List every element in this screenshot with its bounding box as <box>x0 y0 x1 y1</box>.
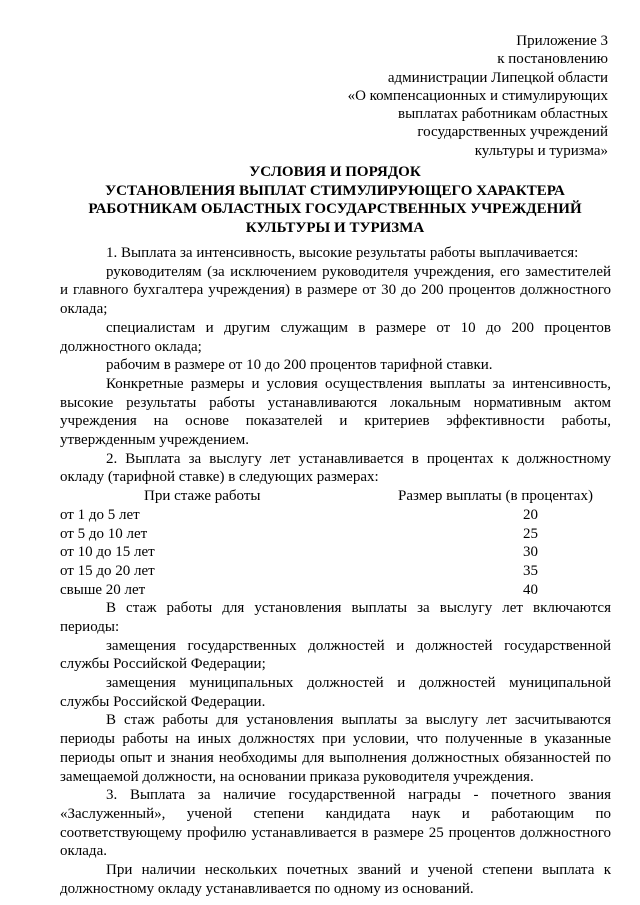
table-header-payment: Размер выплаты (в процентах) <box>398 488 593 505</box>
title-line: РАБОТНИКАМ ОБЛАСТНЫХ ГОСУДАРСТВЕННЫХ УЧРЕЖДЕНИЙ <box>88 201 582 217</box>
paragraph: 3. Выплата за наличие государственной награды - почетного звания «Заслуженный», ученой степени кандидата наук и работающим по соответствующему профилю устанавливается в размере 25 процентов должностного оклада. <box>60 787 611 860</box>
table-cell-experience: от 5 до 10 лет <box>60 525 148 542</box>
title-line: УСТАНОВЛЕНИЯ ВЫПЛАТ СТИМУЛИРУЮЩЕГО ХАРАКТЕРА <box>105 182 565 199</box>
table-row <box>60 581 611 600</box>
table-cell-percent: 30 <box>523 544 538 561</box>
paragraph: 1. Выплата за интенсивность, высокие результаты работы выплачивается: <box>106 245 579 261</box>
table-row <box>60 525 611 544</box>
table-row <box>60 562 611 581</box>
appendix-line: выплатах работникам областных <box>398 106 608 123</box>
table-header-experience: При стаже работы <box>144 488 261 505</box>
paragraph: В стаж работы для установления выплаты за выслугу лет включаются периоды: <box>60 600 611 635</box>
appendix-line: «О компенсационных и стимулирующих <box>347 87 608 104</box>
title-line: КУЛЬТУРЫ И ТУРИЗМА <box>245 219 425 236</box>
table-row <box>60 543 611 562</box>
appendix-line: культуры и туризма» <box>474 142 608 159</box>
appendix-line: государственных учреждений <box>417 124 608 141</box>
table-cell-percent: 25 <box>523 525 538 542</box>
seniority-table <box>60 487 611 599</box>
table-cell-percent: 35 <box>523 562 538 579</box>
document-body <box>60 244 611 899</box>
paragraph: руководителям (за исключением руководителя учреждения, его заместителей и главного бухгалтера учреждения) в размере от 30 до 200 процентов должностного оклада; <box>60 263 611 318</box>
paragraph: При наличии нескольких почетных званий и ученой степени выплата к должностному окладу устанавливается по одному из оснований. <box>60 862 611 897</box>
paragraph: В стаж работы для установления выплаты за выслугу лет засчитываются периоды работы на иных должностях при условии, что полученные в указанные периоды опыт и знания необходимы для выполнения должностных обязанностей по замещаемой должности, на основании приказа руководителя учреждения. <box>60 712 611 785</box>
table-cell-percent: 20 <box>523 506 538 523</box>
appendix-header <box>308 32 608 160</box>
table-header-row <box>60 487 611 506</box>
paragraph: специалистам и другим служащим в размере от 10 до 200 процентов должностного оклада; <box>60 319 611 355</box>
paragraph: Конкретные размеры и условия осуществления выплаты за интенсивность, высокие результаты работы устанавливаются локальным нормативным актом учреждения на основе показателей и критериев эффективности работы, утвержденным учреждением. <box>60 375 611 449</box>
appendix-line: к постановлению <box>497 51 608 68</box>
paragraph: замещения государственных должностей и должностей государственной службы Российской Федерации; <box>60 637 611 673</box>
table-cell-experience: свыше 20 лет <box>60 581 146 598</box>
paragraph: замещения муниципальных должностей и должностей муниципальной службы Российской Федерации. <box>60 675 611 710</box>
appendix-line: Приложение 3 <box>516 33 608 49</box>
table-cell-experience: от 10 до 15 лет <box>60 544 155 561</box>
paragraph: рабочим в размере от 10 до 200 процентов тарифной ставки. <box>106 357 493 374</box>
appendix-line: администрации Липецкой области <box>387 69 608 86</box>
table-cell-experience: от 15 до 20 лет <box>60 562 155 579</box>
table-cell-percent: 40 <box>523 581 538 598</box>
table-cell-experience: от 1 до 5 лет <box>60 506 140 523</box>
table-row <box>60 506 611 525</box>
document-title <box>60 163 610 237</box>
paragraph: 2. Выплата за выслугу лет устанавливается в процентах к должностному окладу (тарифной ставке) в следующих размерах: <box>60 450 611 486</box>
title-line: УСЛОВИЯ И ПОРЯДОК <box>249 164 421 180</box>
